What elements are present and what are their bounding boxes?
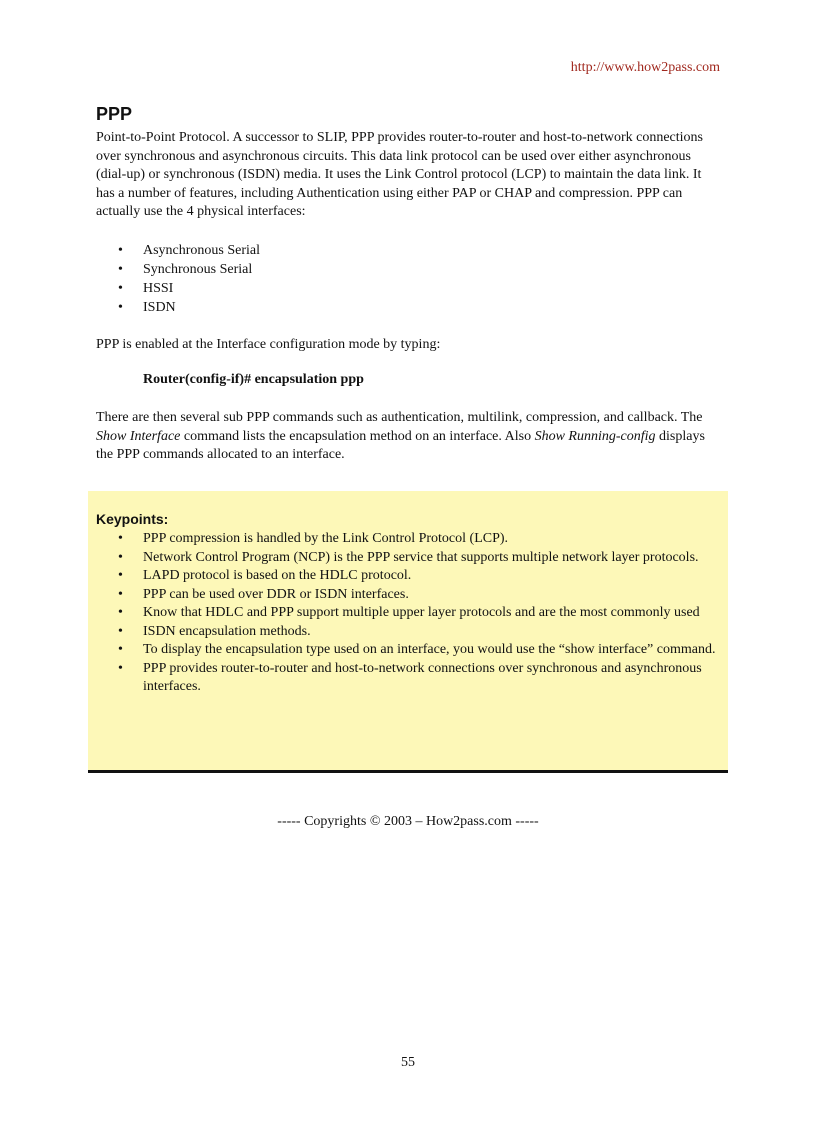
enabled-paragraph: PPP is enabled at the Interface configuration mode by typing: (96, 336, 441, 352)
keypoints-title: Keypoints: (96, 511, 169, 527)
main-content (96, 104, 720, 465)
interfaces-list (96, 241, 720, 317)
keypoint-item: • PPP provides router-to-router and host-to-network connections over synchronous and asynchronous interfaces. (96, 660, 720, 697)
show-interface-term: Show Interface (96, 428, 181, 444)
list-item: • Synchronous Serial (96, 260, 720, 279)
list-item: • Asynchronous Serial (96, 241, 720, 260)
keypoint-item: • PPP compression is handled by the Link Control Protocol (LCP). (96, 530, 720, 549)
command-line: Router(config-if)# encapsulation ppp (143, 372, 364, 387)
keypoints-box (88, 491, 728, 773)
sub-text-1: There are then several sub PPP commands such as authentication, multilink, compression, and callback. The (96, 410, 703, 425)
keypoint-item: • LAPD protocol is based on the HDLC protocol. (96, 567, 720, 586)
keypoints-list (96, 530, 720, 697)
show-running-config-term: Show Running-config (534, 428, 656, 444)
keypoint-item: • ISDN encapsulation methods. (96, 623, 720, 642)
intro-paragraph: Point-to-Point Protocol. A successor to SLIP, PPP provides router-to-router and host-to-network connections over synchronous and asynchronous circuits. This data link protocol can be used over either asynchronous (dial-up) or synchronous (ISDN) media. It uses the Link Control protocol (LCP) to maintain the data link. It has a number of features, including Authentication using either PAP or CHAP and compression. PPP can actually use the 4 physical interfaces: (96, 130, 703, 219)
keypoint-item: • Know that HDLC and PPP support multiple upper layer protocols and are the most commonly used (96, 604, 720, 623)
header-url[interactable]: http://www.how2pass.com (570, 60, 720, 75)
sub-text-2: command lists the encapsulation method on an interface. Also (180, 428, 535, 444)
section-title: PPP (96, 104, 133, 124)
list-item: • ISDN (96, 298, 720, 317)
keypoint-item: • To display the encapsulation type used on an interface, you would use the “show interface” command. (96, 641, 720, 660)
list-item: • HSSI (96, 279, 720, 298)
sub-text-3: displays the PPP commands allocated to an interface. (96, 428, 705, 462)
keypoint-item: • PPP can be used over DDR or ISDN interfaces. (96, 586, 720, 605)
page-number: 55 (401, 1055, 415, 1070)
sub-commands-paragraph (96, 409, 720, 465)
keypoint-item: • Network Control Program (NCP) is the PPP service that supports multiple network layer protocols. (96, 549, 720, 568)
copyright-footer: ----- Copyrights © 2003 – How2pass.com ----- (277, 814, 539, 829)
